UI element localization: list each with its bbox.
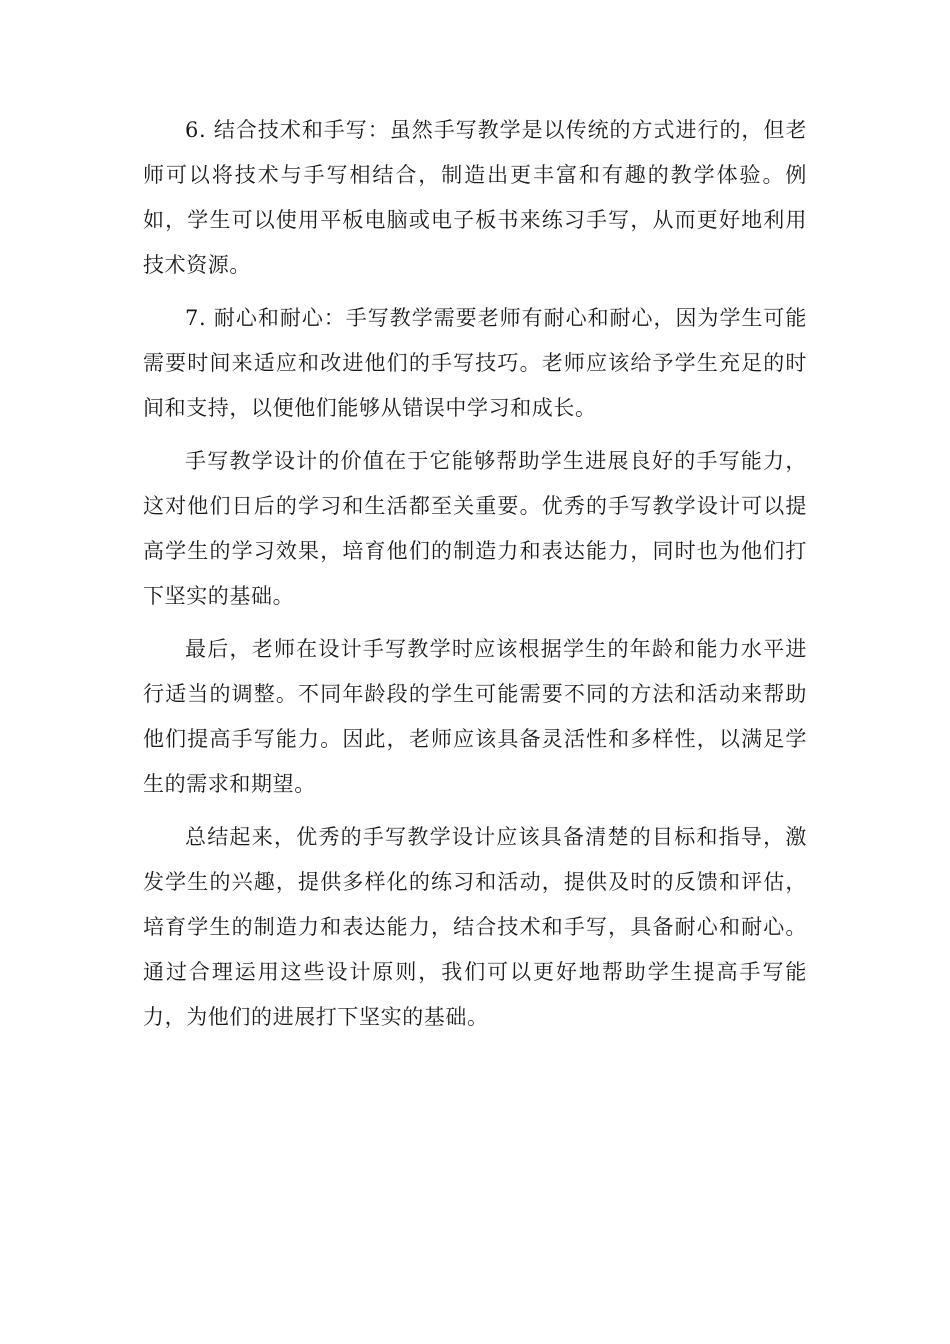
paragraph-technology-and-handwriting: 6. 结合技术和手写：虽然手写教学是以传统的方式进行的，但老师可以将技术与手写相结合，制造出更丰富和有趣的教学体验。例如，学生可以使用平板电脑或电子板书来练习手写，从而更好地利用技术资源。	[143, 118, 807, 277]
paragraph-value-of-design: 手写教学设计的价值在于它能够帮助学生进展良好的手写能力，这对他们日后的学习和生活都至关重要。优秀的手写教学设计可以提高学生的学习效果，培育他们的制造力和表达能力，同时也为他们打下坚实的基础。	[143, 449, 807, 608]
paragraph-summary: 总结起来，优秀的手写教学设计应该具备清楚的目标和指导，激发学生的兴趣，提供多样化的练习和活动，提供及时的反馈和评估，培育学生的制造力和表达能力，结合技术和手写，具备耐心和耐心。通过合理运用这些设计原则，我们可以更好地帮助学生提高手写能力，为他们的进展打下坚实的基础。	[143, 825, 807, 1029]
document-body	[143, 108, 807, 1048]
paragraph-adjustment: 最后，老师在设计手写教学时应该根据学生的年龄和能力水平进行适当的调整。不同年龄段的学生可能需要不同的方法和活动来帮助他们提高手写能力。因此，老师应该具备灵活性和多样性，以满足学生的需求和期望。	[143, 637, 807, 796]
paragraph-patience: 7. 耐心和耐心：手写教学需要老师有耐心和耐心，因为学生可能需要时间来适应和改进他们的手写技巧。老师应该给予学生充足的时间和支持，以便他们能够从错误中学习和成长。	[143, 306, 807, 420]
